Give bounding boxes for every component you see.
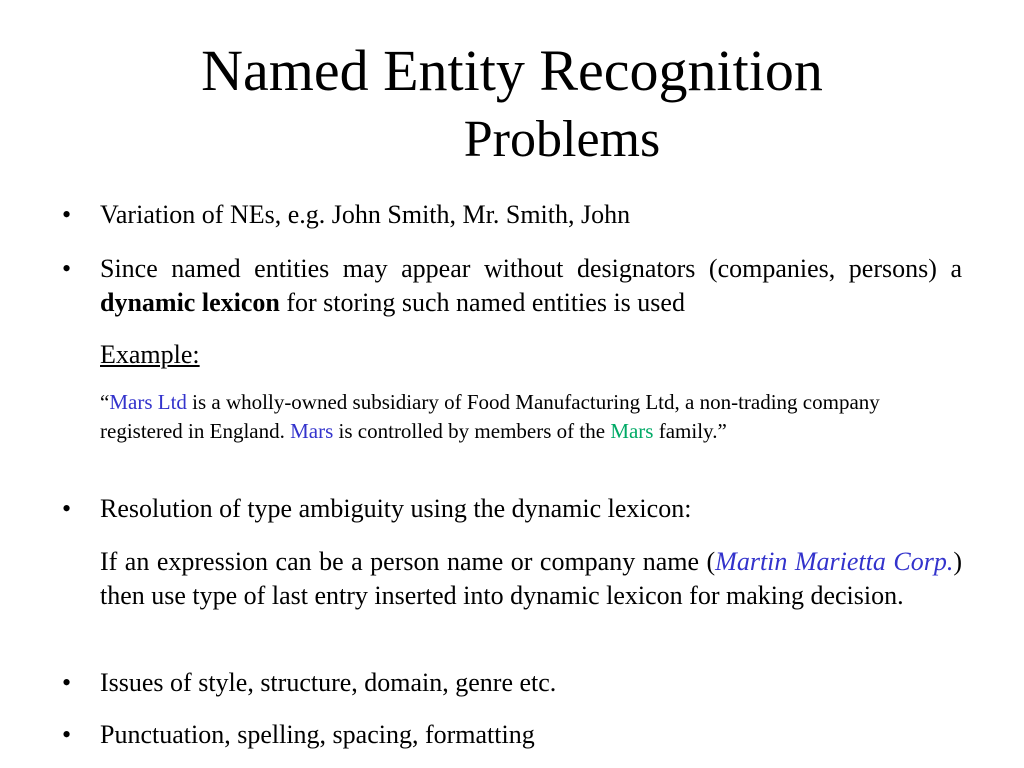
bullet-3-sub-end: ) then use type of last entry inserted into dynamic lexicon for making decision. xyxy=(100,547,962,610)
bullet-text-1: Variation of NEs, e.g. John Smith, Mr. Smith, John xyxy=(100,200,631,229)
bullet-dot: • xyxy=(62,720,72,749)
bullet-3-sub-start: If an expression can be a person name or company name ( xyxy=(100,547,716,576)
dynamic-lexicon-term: dynamic lexicon xyxy=(100,288,280,317)
bullet-dot: • xyxy=(62,254,72,283)
quote-text-2: is controlled by members of the xyxy=(333,419,611,443)
bullet-dot: • xyxy=(62,200,72,229)
bullet-dot: • xyxy=(62,494,72,523)
slide-title xyxy=(0,36,1024,174)
example-quote xyxy=(100,388,962,446)
quote-text-1: is a wholly-owned subsidiary of Food Manufacturing Ltd, a non-trading company registered in England. xyxy=(100,390,880,443)
example-label xyxy=(100,338,962,372)
mars-entity-3: Mars xyxy=(610,419,654,443)
mars-ltd-entity: Mars Ltd xyxy=(109,390,187,414)
bullet-2-text-start: Since named entities may appear without designators (companies, persons) a xyxy=(100,254,962,283)
title-line-2: Problems xyxy=(463,111,661,168)
bullet-text-2 xyxy=(100,252,962,320)
quote-text-3: family.” xyxy=(653,419,727,443)
bullet-text-5: Punctuation, spelling, spacing, formatting xyxy=(100,720,535,749)
bullet-dot: • xyxy=(62,668,72,697)
bullet-2-text-end: for storing such named entities is used xyxy=(279,288,685,317)
bullet-text-3: Resolution of type ambiguity using the dynamic lexicon: xyxy=(100,494,692,523)
bullet-text-4: Issues of style, structure, domain, genre etc. xyxy=(100,668,557,697)
martin-marietta-entity: Martin Marietta Corp. xyxy=(715,547,954,576)
example-label-text: Example: xyxy=(100,340,200,369)
title-line-1: Named Entity Recognition xyxy=(201,38,823,103)
quote-open-mark: “ xyxy=(100,390,110,414)
mars-entity-2: Mars xyxy=(290,419,334,443)
bullet-3-subtext xyxy=(100,545,962,613)
